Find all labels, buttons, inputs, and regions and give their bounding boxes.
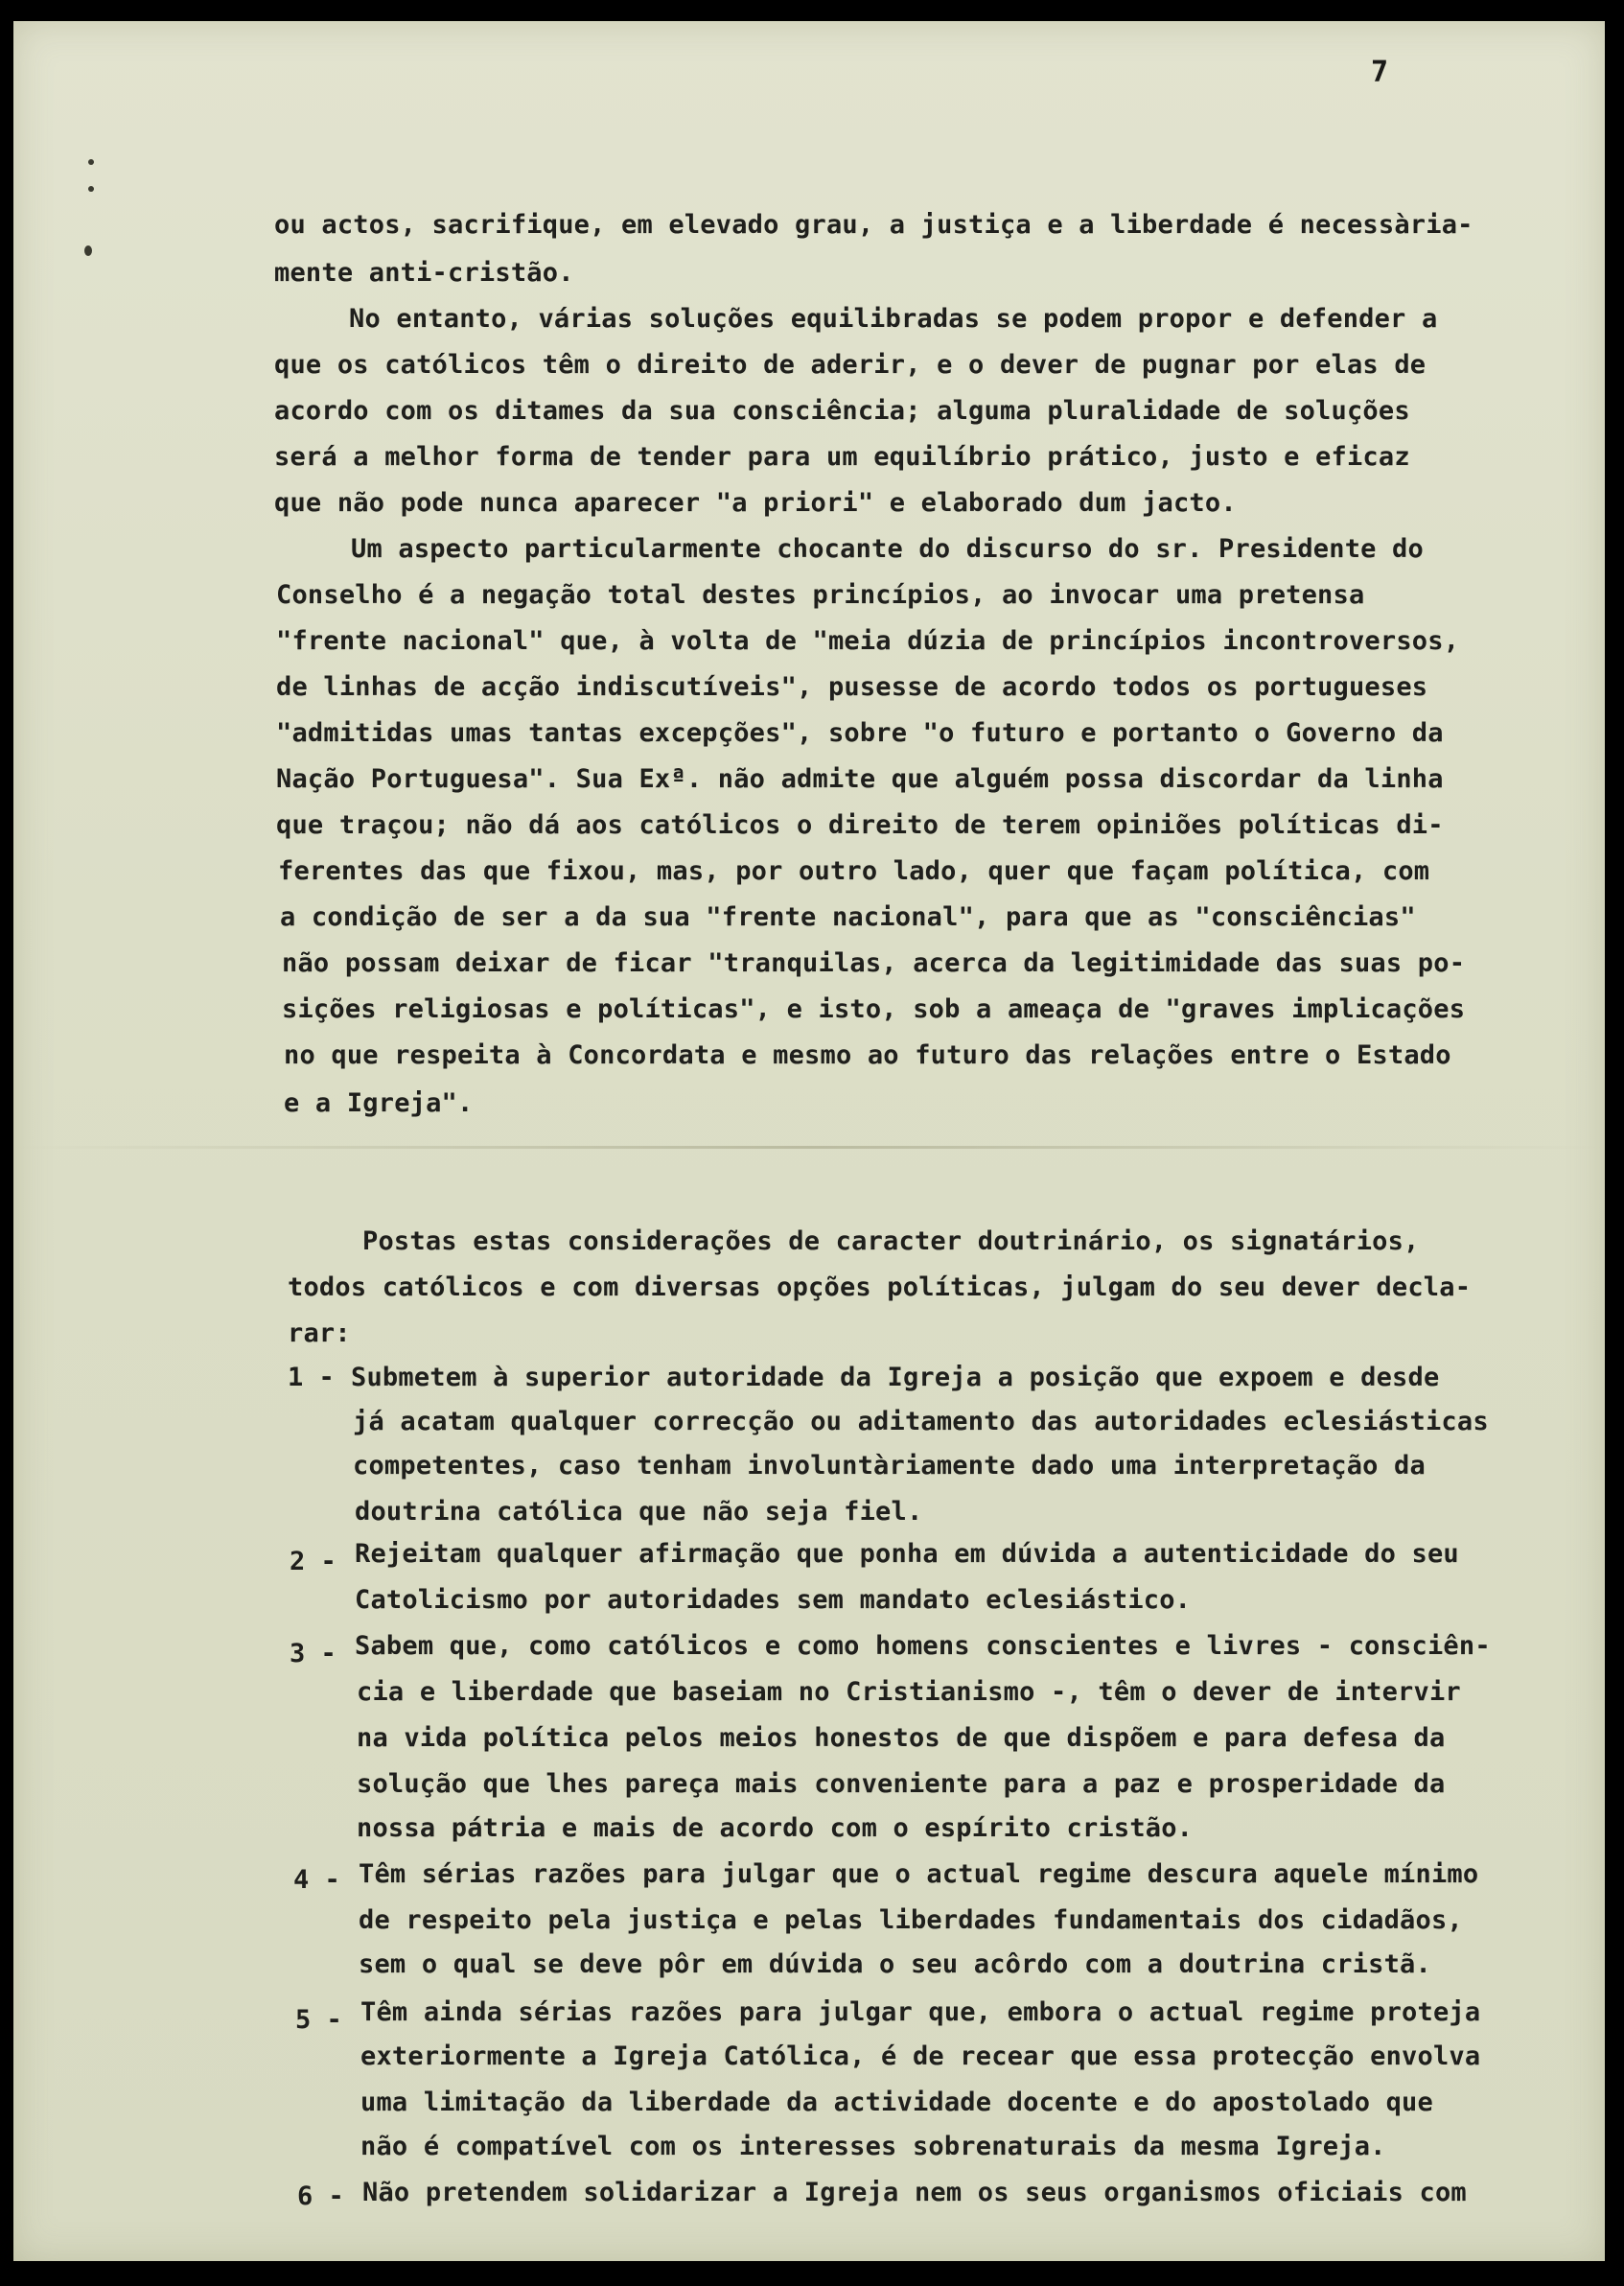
text-line: de linhas de acção indiscutíveis", pusesse de acordo todos os portugueses bbox=[276, 672, 1428, 702]
text-line: que os católicos têm o direito de aderir, e o dever de pugnar por elas de bbox=[274, 350, 1427, 380]
list-item-number: 3 - bbox=[290, 1639, 336, 1668]
text-line: que traçou; não dá aos católicos o direito de terem opiniões políticas di- bbox=[276, 810, 1444, 840]
text-line: ou actos, sacrifique, em elevado grau, a justiça e a liberdade é necessària- bbox=[274, 210, 1473, 240]
text-line: No entanto, várias soluções equilibradas se podem propor e defender a bbox=[349, 304, 1438, 334]
list-item-line: uma limitação da liberdade da actividade docente e do apostolado que bbox=[360, 2088, 1433, 2117]
text-line: mente anti-cristão. bbox=[274, 258, 574, 288]
page-number: 7 bbox=[1371, 56, 1389, 89]
list-item-number: 6 - bbox=[297, 2181, 344, 2211]
list-item-line: Têm ainda sérias razões para julgar que, embora o actual regime proteja bbox=[360, 1997, 1481, 2027]
list-item-number: 2 - bbox=[290, 1547, 336, 1576]
list-item-line: Catolicismo por autoridades sem mandato eclesiástico. bbox=[355, 1585, 1192, 1615]
text-line: Um aspecto particularmente chocante do discurso do sr. Presidente do bbox=[351, 534, 1424, 564]
list-item-line: sem o qual se deve pôr em dúvida o seu acôrdo com a doutrina cristã. bbox=[359, 1949, 1431, 1979]
text-line: será a melhor forma de tender para um equilíbrio prático, justo e eficaz bbox=[274, 442, 1410, 472]
list-item-line: não é compatível com os interesses sobrenaturais da mesma Igreja. bbox=[360, 2132, 1386, 2161]
text-line: "frente nacional" que, à volta de "meia dúzia de princípios incontroversos, bbox=[276, 626, 1460, 656]
text-line: não possam deixar de ficar "tranquilas, acerca da legitimidade das suas po- bbox=[282, 948, 1466, 978]
list-item-line: exteriormente a Igreja Católica, é de recear que essa protecção envolva bbox=[360, 2041, 1481, 2071]
list-item-line: na vida política pelos meios honestos de que dispõem e para defesa da bbox=[357, 1723, 1446, 1753]
list-item-line: já acatam qualquer correcção ou aditamento das autoridades eclesiásticas bbox=[353, 1407, 1489, 1436]
list-item-line: Sabem que, como católicos e como homens conscientes e livres - consciên- bbox=[355, 1631, 1491, 1661]
list-item-number: 5 - bbox=[295, 2005, 342, 2035]
list-item-line: de respeito pela justiça e pelas liberdades fundamentais dos cidadãos, bbox=[359, 1905, 1463, 1935]
text-line: Nação Portuguesa". Sua Exª. não admite que alguém possa discordar da linha bbox=[276, 764, 1444, 794]
list-item-line: nossa pátria e mais de acordo com o espírito cristão. bbox=[357, 1813, 1194, 1843]
list-item-line: competentes, caso tenham involuntàriamente dado uma interpretação da bbox=[353, 1451, 1426, 1481]
list-item-line: Rejeitam qualquer afirmação que ponha em dúvida a autenticidade do seu bbox=[355, 1539, 1459, 1569]
text-line: a condição de ser a da sua "frente nacional", para que as "consciências" bbox=[280, 902, 1416, 932]
paper-fold-crease bbox=[13, 1146, 1605, 1149]
text-line: Postas estas considerações de caracter doutrinário, os signatários, bbox=[362, 1226, 1420, 1256]
punch-hole-mark bbox=[84, 245, 92, 256]
text-line: "admitidas umas tantas excepções", sobre "o futuro e portanto o Governo da bbox=[276, 718, 1444, 748]
text-line: e a Igreja". bbox=[284, 1088, 474, 1118]
text-line: Conselho é a negação total destes princípios, ao invocar uma pretensa bbox=[276, 580, 1365, 610]
text-line: todos católicos e com diversas opções políticas, julgam do seu dever decla- bbox=[288, 1272, 1472, 1302]
list-item-line: Têm sérias razões para julgar que o actual regime descura aquele mínimo bbox=[359, 1859, 1479, 1889]
text-line: acordo com os ditames da sua consciência; alguma pluralidade de soluções bbox=[274, 396, 1410, 426]
list-item-number: 4 - bbox=[293, 1865, 340, 1895]
punch-hole-mark bbox=[88, 159, 94, 165]
punch-hole-mark bbox=[88, 186, 94, 192]
text-line: no que respeita à Concordata e mesmo ao futuro das relações entre o Estado bbox=[284, 1040, 1451, 1070]
list-item-line: solução que lhes pareça mais conveniente para a paz e prosperidade da bbox=[357, 1769, 1446, 1799]
list-item-line: cia e liberdade que baseiam no Cristianismo -, têm o dever de intervir bbox=[357, 1677, 1461, 1707]
list-item-number: 1 - bbox=[288, 1363, 335, 1392]
text-line: ferentes das que fixou, mas, por outro lado, quer que façam política, com bbox=[278, 856, 1430, 886]
list-item-line: Submetem à superior autoridade da Igreja a posição que expoem e desde bbox=[351, 1363, 1440, 1392]
text-line: sições religiosas e políticas", e isto, sob a ameaça de "graves implicações bbox=[282, 994, 1466, 1024]
list-item-line: doutrina católica que não seja fiel. bbox=[355, 1497, 923, 1527]
text-line: rar: bbox=[288, 1318, 351, 1348]
text-line: que não pode nunca aparecer "a priori" e elaborado dum jacto. bbox=[274, 488, 1237, 518]
list-item-line: Não pretendem solidarizar a Igreja nem os seus organismos oficiais com bbox=[362, 2178, 1467, 2207]
